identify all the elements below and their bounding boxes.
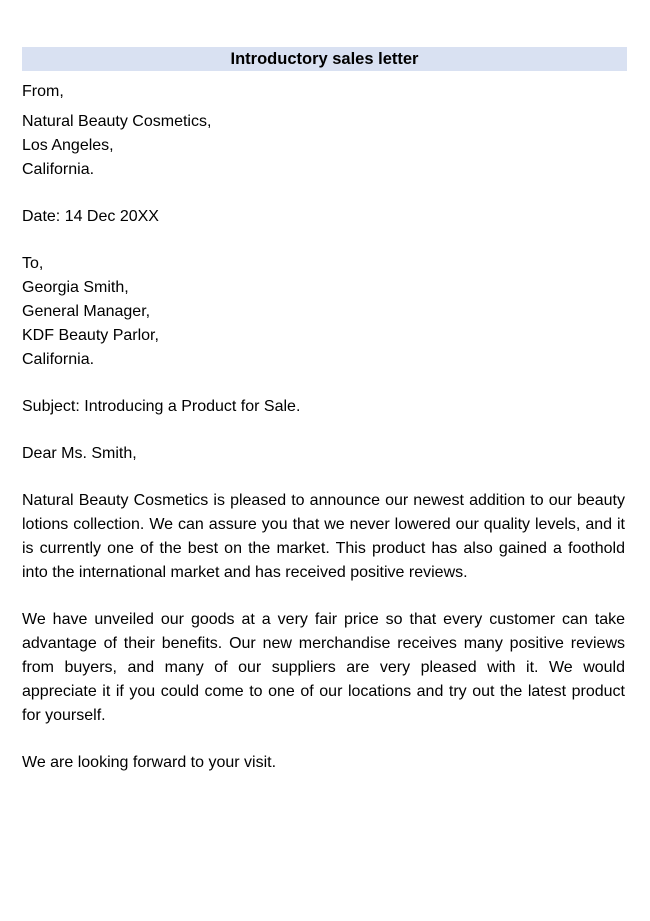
body-paragraph: We have unveiled our goods at a very fair price so that every customer can take advantage of their benefits. Our new merchandise receives many positive reviews from buyers, and many of our suppliers are very pleased with it. We would appreciate it if you could come to one of our locations and try out the latest product for yourself. [22, 611, 625, 724]
recipient-line: KDF Beauty Parlor, [22, 327, 159, 344]
recipient-line: General Manager, [22, 303, 151, 320]
sender-line: Natural Beauty Cosmetics, [22, 113, 212, 130]
subject-line: Subject: Introducing a Product for Sale. [22, 398, 301, 415]
closing-line: We are looking forward to your visit. [22, 754, 277, 771]
sender-line: Los Angeles, [22, 137, 114, 154]
recipient-line: California. [22, 351, 95, 368]
from-label: From, [22, 83, 64, 100]
letter-body [22, 80, 625, 775]
sender-address [22, 110, 625, 182]
to-label: To, [22, 255, 44, 272]
sender-line: California. [22, 161, 95, 178]
body-paragraph: Natural Beauty Cosmetics is pleased to announce our newest addition to our beauty lotions collection. We can assure you that we never lowered our quality levels, and it is currently one of the best on the market. This product has also gained a foothold into the international market and has received positive reviews. [22, 492, 625, 581]
salutation: Dear Ms. Smith, [22, 445, 137, 462]
recipient-line: Georgia Smith, [22, 279, 129, 296]
letter-date: Date: 14 Dec 20XX [22, 208, 159, 225]
recipient-address [22, 276, 625, 372]
letter-title: Introductory sales letter [22, 47, 627, 71]
